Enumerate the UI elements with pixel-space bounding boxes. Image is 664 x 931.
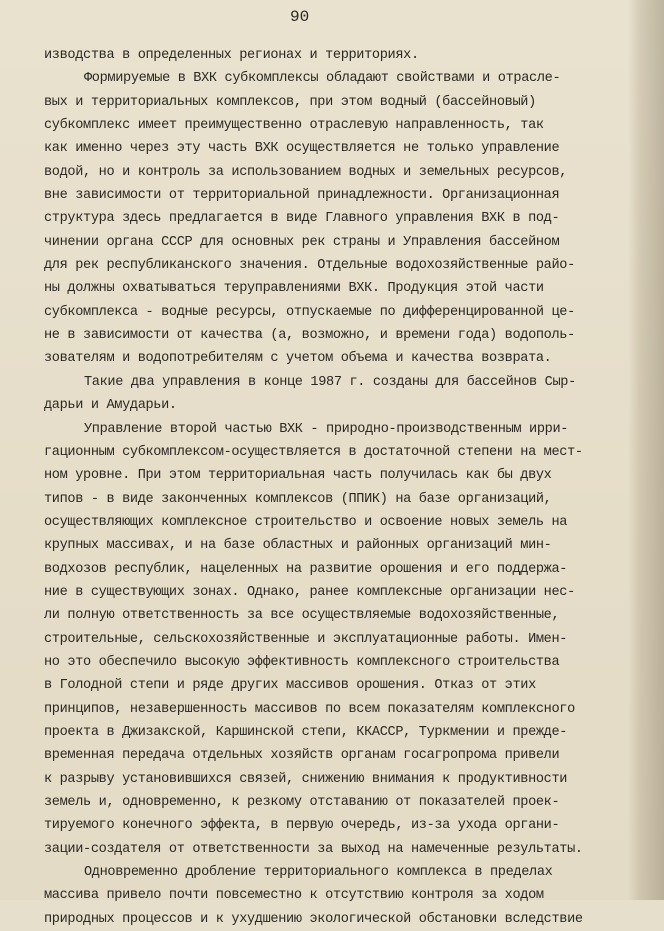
text-line: тируемого конечного эффекта, в первую очередь, из-за ухода органи- (44, 818, 560, 834)
paragraph (44, 861, 644, 931)
page-number: 90 (290, 8, 310, 26)
text-line: осуществляющих комплексное строительство и освоение новых земель на (44, 514, 568, 530)
text-line: природных процессов и к ухудшению экологической обстановки вследствие (44, 911, 583, 927)
text-line: Одновременно дробление территориального комплекса в пределах (84, 865, 553, 881)
text-line: крупных массивах, и на базе областных и районных организаций мин- (44, 538, 552, 554)
text-line: строительные, сельскохозяйственные и эксплуатационные работы. Имен- (44, 631, 568, 647)
text-line: ли полную ответственность за все осуществляемые водохозяйственные, (44, 608, 560, 624)
paragraph (44, 371, 644, 418)
paragraph (44, 418, 644, 862)
paragraph (44, 44, 644, 67)
text-line: Такие два управления в конце 1987 г. созданы для бассейнов Сыр- (84, 374, 576, 390)
text-line: водхозов республик, нацеленных на развитие орошения и его поддержа- (44, 561, 568, 577)
text-line: структура здесь предлагается в виде Главного управления ВХК в под- (44, 211, 560, 227)
text-line: ны должны охватываться теруправлениями ВХК. Продукция этой части (44, 281, 544, 297)
text-line: типов - в виде законченных комплексов (ППИК) на базе организаций, (44, 491, 552, 507)
text-line: земель и, одновременно, к резкому отставанию от показателей проек- (44, 795, 560, 810)
text-line: водой, но и контроль за использованием водных и земельных ресурсов, (44, 164, 568, 180)
text-line: но это обеспечило высокую эффективность комплексного строительства (44, 654, 560, 670)
text-line: ном уровне. При этом территориальная часть получилась как бы двух (44, 468, 552, 484)
text-line: субкомплекс имеет преимущественно отраслевую направленность, так (44, 118, 544, 134)
text-line: не в зависимости от качества (а, возможно, и времени года) водополь- (44, 328, 575, 344)
text-line: зации-создателя от ответственности за выход на намеченные результаты. (44, 841, 583, 857)
text-line: чинении органа СССР для основных рек страны и Управления бассейном (44, 234, 560, 250)
text-line: Управление второй частью ВХК - природно-производственным ирри- (84, 421, 569, 437)
text-line: вне зависимости от территориальной принадлежности. Организационная (44, 188, 560, 204)
text-line: проекта в Джизакской, Каршинской степи, ККАССР, Туркмении и прежде- (44, 724, 568, 740)
text-line: для рек республиканского значения. Отдельные водохозяйственные райо- (44, 258, 575, 274)
text-line: дарьи и Амударьи. (44, 398, 177, 414)
text-line: изводства в определенных регионах и территориях. (44, 48, 419, 63)
text-line: временная передача отдельных хозяйств органам госагропрома привели (44, 748, 560, 764)
text-line: Формируемые в ВХК субкомплексы обладают свойствами и отрасле- (84, 71, 561, 87)
text-line: принципов, незавершенность массивов по всем показателям комплексного (44, 701, 575, 717)
text-line: массива привело почти повсеместно к отсутствию контроля за ходом (44, 888, 544, 904)
paragraph (44, 67, 644, 370)
text-line: как именно через эту часть ВХК осуществляется не только управление (44, 141, 560, 157)
text-line: зователям и водопотребителям с учетом объема и качества возврата. (44, 351, 552, 367)
page-body (44, 44, 644, 931)
text-line: в Голодной степи и ряде других массивов орошения. Отказ от этих (44, 678, 536, 694)
text-line: к разрыву установившихся связей, снижению внимания к продуктивности (44, 771, 568, 787)
text-line: ние в существующих зонах. Однако, ранее комплексные организации нес- (44, 584, 575, 600)
text-line: вых и территориальных комплексов, при этом водный (бассейновый) (44, 94, 536, 110)
text-line: гационным субкомплексом-осуществляется в достаточной степени на мест- (44, 444, 583, 460)
text-line: субкомплекса - водные ресурсы, отпускаемые по дифференцированной це- (44, 304, 575, 320)
